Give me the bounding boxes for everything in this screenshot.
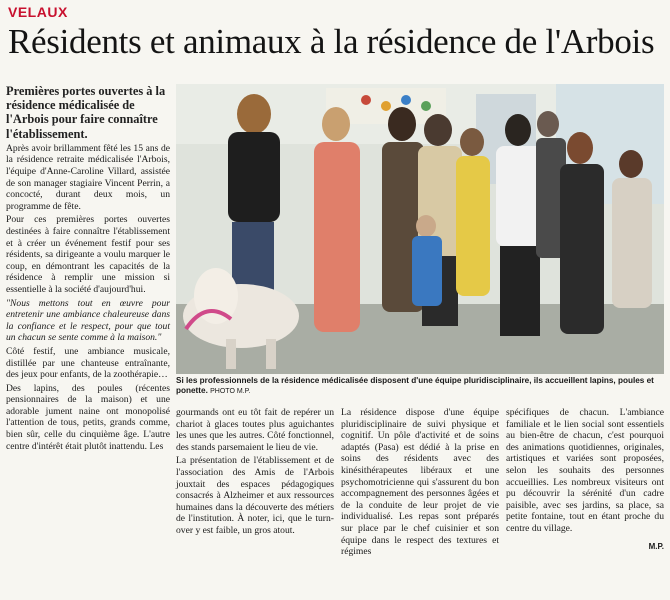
- author-signature: M.P.: [648, 541, 664, 551]
- column-2: [176, 407, 334, 597]
- body-paragraph-4: Des lapins, des poules (récentes pensionnaires de la maison) et une adorable jument naine ont monopolisé l'attention de tous, petits, grands comme, bien sûr, celle du cinquième âge. L'autre centre d'intérêt était plutôt inattendu. Les: [6, 382, 170, 452]
- section-label: VELAUX: [8, 4, 68, 20]
- caption-text: Si les professionnels de la résidence médicalisée disposent d'une équipe pluridisciplinaire, ils accueillent lapins, poules et ponette.: [176, 376, 654, 395]
- body-paragraph-2: Pour ces premières portes ouvertes destinées à faire connaître l'établissement et à créer un événement festif pour ses résidents, sa dirigeante a voulu marquer le coup, en démontrant les capacités de la résidence à remplir une mission si essentielle à la société d'aujourd'hui.: [6, 214, 170, 295]
- left-column: [6, 84, 170, 596]
- column-3-paragraph-1: La résidence dispose d'une équipe pluridisciplinaire de suivi physique et cognitif. Un pôle d'activité et de soins adaptés (Pasa) est dédié à la prise en soins des résidents avec des kinésithérapeutes libéraux et une psychomotricienne qui s'assurent du bon accompagnement des personnes âgées et de la conduite de leur projet de vie individualisé. Les repas sont préparés sur place par le chef cuisinier et son équipe dans le respect des textures et régimes: [341, 407, 499, 558]
- lead-paragraph: Premières portes ouvertes à la résidence médicalisée de l'Arbois pour faire connaître l'établissement.: [6, 84, 166, 141]
- photo-illustration: [176, 84, 664, 374]
- column-2-paragraph-1: gourmands ont eu tôt fait de repérer un chariot à glaces toutes plus aguichantes les unes que les autres. Côté fonctionnel, des stands parsemaient le lieu de vie.: [176, 407, 334, 453]
- body-paragraph-1: Après avoir brillamment fêté les 15 ans de la résidence retraite médicalisée l'Arbois, l'équipe d'Anne-Caroline Villard, assistée de son manager stagiaire Vincent Perrin, a concocté, durant deux mois, un programme de fête.: [6, 142, 170, 212]
- body-paragraph-3: Côté festif, une ambiance musicale, distillée par une chanteuse entraînante, des jeux pour enfants, de la zoothérapie…: [6, 345, 170, 381]
- article-photo: [176, 84, 664, 374]
- column-3: [341, 407, 499, 597]
- headline: Résidents et animaux à la résidence de l'Arbois: [8, 22, 655, 61]
- photo-credit: PHOTO M.P.: [210, 388, 251, 395]
- quote-paragraph: "Nous mettons tout en œuvre pour entretenir une ambiance chaleureuse dans la confiance et le respect, pour que tout un chacun se sente comme à la maison.": [6, 297, 170, 344]
- photo-caption: [176, 376, 664, 397]
- column-2-paragraph-2: La présentation de l'établissement et de l'association des Amis de l'Arbois jouxtait des espaces pédagogiques consacrés à Alzheimer et aux ressources humaines dans la découverte des métiers de l'institution. À noter, ici, que le turn-over y est faible, un gros atout.: [176, 455, 334, 536]
- column-4: [506, 407, 664, 597]
- column-4-paragraph-1: spécifiques de chacun. L'ambiance familiale et le lien social sont essentiels au bien-être de chacun, c'est pourquoi des animations quotidiennes, originales, artistiques et variées sont proposées, selon les souhaits des personnes accueillies. Les nombreux visiteurs ont pu découvrir la sérénité d'un cadre paisible, avec ses jardins, sa place, sa petite fontaine, tout en étant proche du centre du village.: [506, 407, 664, 534]
